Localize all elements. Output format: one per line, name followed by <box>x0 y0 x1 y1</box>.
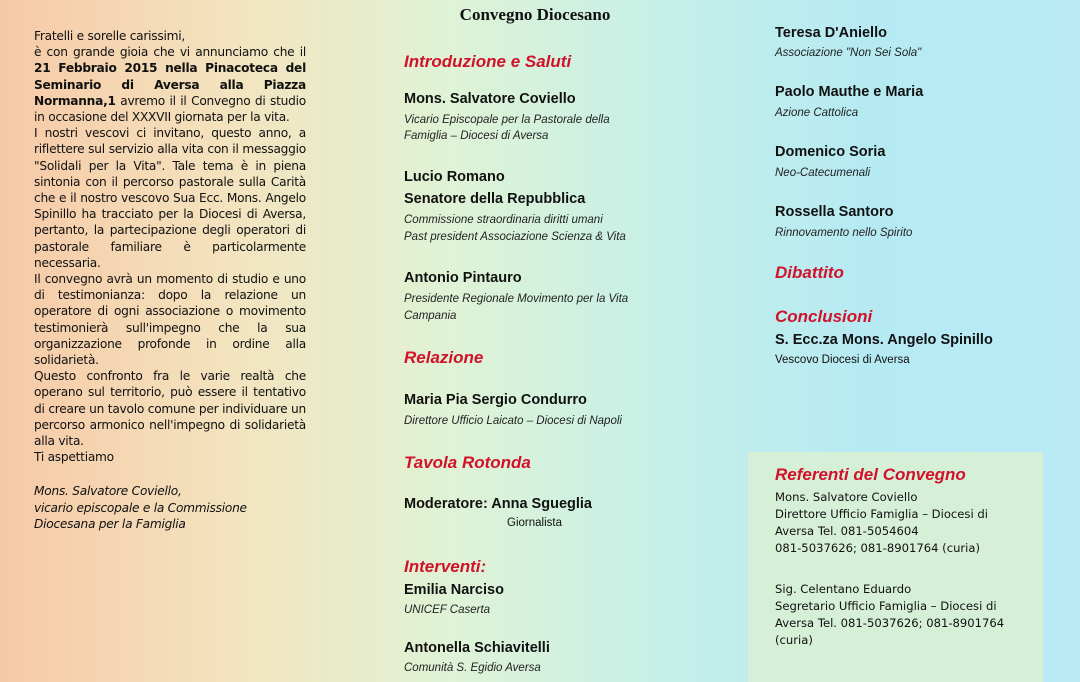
section-tavola-rotonda: Tavola Rotonda <box>404 453 531 472</box>
speaker-role: Rinnovamento nello Spirito <box>775 227 913 239</box>
letter-paragraph-2: I nostri vescovi ci invitano, questo anno, a riflettere sul servizio alla vita con il messaggio "Solidali per la Vita". Tale tema è in piena sintonia con il percorso pastorale sulla Carità che e il nostro vescovo Sua Ecc. Mons. Angelo Spinillo ha tracciato per la Diocesi di Aversa, pertanto, la partecipazione degli operatori di pastorale familiare è particolarmente necessaria. <box>34 126 306 270</box>
letter-closing: Ti aspettiamo <box>34 450 114 465</box>
speaker-role: Neo-Catecumenali <box>775 167 871 179</box>
letter-signature-2: vicario episcopale e la Commissione <box>34 500 247 515</box>
section-dibattito: Dibattito <box>775 263 844 282</box>
speaker-name: Lucio Romano <box>404 169 505 185</box>
page-title: Convegno Diocesano <box>459 5 611 24</box>
invitation-letter <box>34 28 306 532</box>
referenti-line: Sig. Celentano Eduardo <box>775 582 912 596</box>
speaker-name: Rossella Santoro <box>775 204 894 220</box>
referenti-heading: Referenti del Convegno <box>775 465 966 484</box>
speaker-role: Associazione "Non Sei Sola" <box>775 47 922 59</box>
speaker-role: Comunità S. Egidio Aversa <box>404 662 541 674</box>
speaker-role: Direttore Ufficio Laicato – Diocesi di Napoli <box>404 415 622 427</box>
speaker-role: Vicario Episcopale per la Pastorale della <box>404 114 610 126</box>
referenti-line: Direttore Ufficio Famiglia – Diocesi di <box>775 507 988 521</box>
section-relazione: Relazione <box>404 348 484 367</box>
letter-signature-1: Mons. Salvatore Coviello, <box>34 484 182 499</box>
referenti-line: Aversa Tel. 081-5037626; 081-8901764 <box>775 616 1005 630</box>
speaker-role: Famiglia – Diocesi di Aversa <box>404 130 549 142</box>
section-conclusioni: Conclusioni <box>775 307 873 326</box>
speaker-title: Senatore della Repubblica <box>404 191 586 207</box>
section-introduzione: Introduzione e Saluti <box>404 52 572 71</box>
moderator-name: Moderatore: Anna Sgueglia <box>404 496 592 512</box>
speaker-role: Campania <box>404 310 457 322</box>
section-interventi: Interventi: <box>404 557 487 576</box>
referenti-line: 081-5037626; 081-8901764 (curia) <box>775 541 981 555</box>
referenti-line: Aversa Tel. 081-5054604 <box>775 524 919 538</box>
referenti-line: Mons. Salvatore Coviello <box>775 490 918 504</box>
speaker-name: Emilia Narciso <box>404 582 504 598</box>
speaker-name: Antonio Pintauro <box>404 270 522 286</box>
referenti-line: (curia) <box>775 633 813 647</box>
letter-paragraph-1: è con grande gioia che vi annunciamo che il 21 Febbraio 2015 nella Pinacoteca del Seminario di Aversa alla Piazza Normanna,1 avremo il il Convegno di studio in occasione del XXXVII giornata per la vita. <box>34 45 306 125</box>
moderator-role: Giornalista <box>507 517 562 529</box>
letter-signature-3: Diocesana per la Famiglia <box>34 516 186 531</box>
referenti-line: Segretario Ufficio Famiglia – Diocesi di <box>775 599 997 613</box>
speaker-role: Commissione straordinaria diritti umani <box>404 214 603 226</box>
speaker-name: Paolo Mauthe e Maria <box>775 84 924 100</box>
speaker-name: Mons. Salvatore Coviello <box>404 91 576 107</box>
letter-greeting: Fratelli e sorelle carissimi, <box>34 29 186 43</box>
speaker-name: Teresa D'Aniello <box>775 25 887 41</box>
speaker-name: Maria Pia Sergio Condurro <box>404 392 587 408</box>
speaker-role: Presidente Regionale Movimento per la Vita <box>404 293 629 305</box>
speaker-role: Past president Associazione Scienza & Vita <box>404 231 626 243</box>
speaker-name: Antonella Schiavitelli <box>404 640 550 656</box>
speaker-name: Domenico Soria <box>775 144 886 160</box>
letter-paragraph-3: Il convegno avrà un momento di studio e uno di testimonianza: dopo la relazione un operatore di ogni associazione o movimento testimonierà sull'impegno che la sua organizzazione profonde in ordine alla solidarietà. <box>34 272 306 368</box>
speaker-role: UNICEF Caserta <box>404 604 491 616</box>
speaker-role: Vescovo Diocesi di Aversa <box>775 354 910 366</box>
speaker-name: S. Ecc.za Mons. Angelo Spinillo <box>775 332 993 348</box>
letter-paragraph-4: Questo confronto fra le varie realtà che operano sul territorio, può essere il tentativo di creare un tavolo comune per individuare un percorso armonico nell'impegno di solidarietà alla vita. <box>34 369 306 449</box>
speaker-role: Azione Cattolica <box>775 107 859 119</box>
